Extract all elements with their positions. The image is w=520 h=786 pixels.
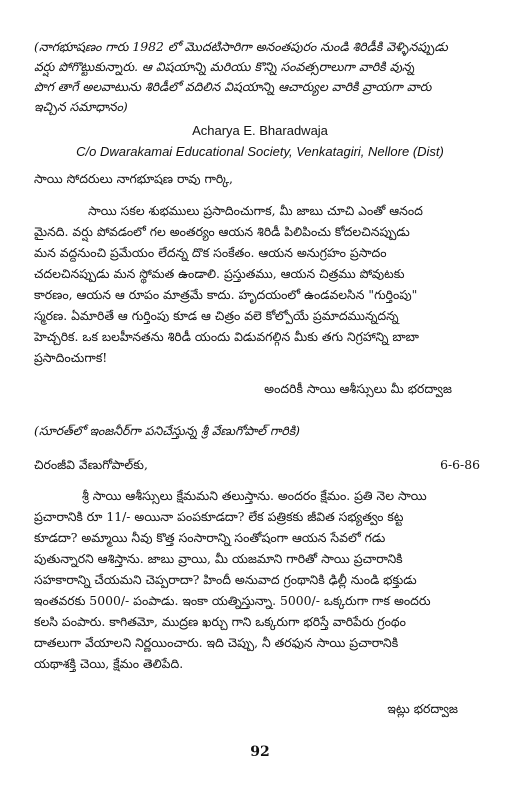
letter2-body-line-9: యథాశక్తి చెయి, క్షేమం తెలిపేది. — [34, 656, 184, 671]
letter2-closing: ఇట్లు భరద్వాజ — [387, 701, 458, 716]
intro-line-2: వర్షు పోగొట్టుకున్నారు. ఆ విషయాన్ని మరియు కొన్ని సంవత్సరాలుగా వారికి వున్న — [34, 59, 415, 74]
letter2-body-line-2: ప్రచారానికి రూ 11/- అయినా పంపకూడదా? లేక పత్రికకు జీవిత సభ్యత్వం కట్ట — [34, 509, 404, 524]
letter1-body-line-1: సాయి సకల శుభములు ప్రసాదించుగాక, మీ జాబు చూచి ఎంతో ఆనంద — [88, 203, 423, 218]
intro-line-4: ఇచ్చిన సమాధానం) — [34, 99, 128, 114]
letter1-body-line-4: చదలచినప్పుడు మన స్థోమత ఉండాలి. ప్రస్తుతము, ఆయన చిత్రము పోవుటకు — [34, 266, 405, 281]
letter1-salutation: సాయి సోదరులు నాగభూషణ రావు గార్కి, — [34, 171, 233, 186]
letter1-body-line-2: మైనది. వర్షు పోవడంలో గల అంతర్యం ఆయన శిరిడీ పిలిపించు కోదలచినప్పుడు — [34, 224, 410, 239]
letter1-body-line-5: కారణం, ఆయన ఆ రూపం మాత్రమే కాదు. హృదయంలో ఉండవలసిన "గుర్తింపు" — [34, 287, 418, 302]
author-affiliation: C/o Dwarakamai Educational Society, Venkatagiri, Nellore (Dist) — [76, 144, 444, 159]
letter1-closing: అందరికీ సాయి ఆశీస్సులు మీ భరద్వాజ — [264, 381, 452, 396]
intro-line-1: (నాగభూషణం గారు 1982 లో మొదటిసారిగా అనంతపురం నుండి శిరిడీకి వెళ్ళినప్పుడు — [34, 39, 448, 54]
letter2-salutation: చిరంజీవి వేణుగోపాల్‌కు, — [34, 457, 148, 472]
letter1-body-line-8: ప్రసాదించుగాక! — [34, 350, 108, 365]
letter2-heading: (సూరత్‌లో ఇంజనీర్‌గా పనిచేస్తున్న శ్రీ వేణుగోపాల్ గారికి) — [34, 423, 301, 438]
letter2-body-line-6: ఇంతవరకు 5000/- పంపాడు. ఇంకా యత్నిస్తున్నా. 5000/- ఒక్కరుగా గాక అందరు — [34, 593, 431, 608]
letter2-body-line-7: కలసి పంపారు. కాగితమో, ముద్రణ ఖర్చు గాని ఒక్కరుగా భరిస్తే వారిపేరు గ్రంథం — [34, 614, 406, 629]
letter2-body-line-5: సహకారాన్ని చేయమని చెప్పరాదా? హిందీ అనువాద గ్రంథానికి ఢిల్లీ నుండి భక్తుడు — [34, 572, 417, 587]
letter1-body-line-7: హెచ్చరిక. ఒక బలహీనతను శిరిడీ యందు విడువగల్గిన మీకు తగు నిగ్రహాన్ని బాబా — [34, 329, 419, 344]
letter1-body-line-6: స్మరణ. ఏమారితే ఆ గుర్తింపు కూడ ఆ చిత్రం వలె కోల్పోయే ప్రమాదమున్నదన్న — [34, 308, 399, 323]
letter2-body-line-1: శ్రీ సాయి ఆశీస్సులు క్షేమమని తలుస్తాను. అందరం క్షేమం. ప్రతి నెల సాయి — [82, 488, 427, 503]
letter2-date: 6-6-86 — [440, 457, 480, 472]
letter2-body-line-4: పుతున్నారని ఆశిస్తాను. జాబు వ్రాయి, మీ యజమాని గారితో సాయి ప్రచారానికి — [34, 551, 403, 566]
letter2-body-line-3: కూడదా? అమ్మాయి నీవు కొత్త సంసారాన్ని సంతోషంగా ఆయన సేవలో గడు — [34, 530, 386, 545]
page-number: 92 — [250, 744, 270, 760]
intro-line-3: పొగ తాగే అలవాటును శిరిడీలో వదిలిన విషయాన్ని ఆచార్యుల వారికి వ్రాయగా వారు — [34, 79, 432, 94]
author-name: Acharya E. Bharadwaja — [192, 123, 328, 138]
letter1-body-line-3: మన వద్దనుంచి ప్రమేయం లేదన్న దొక సంకేతం. ఆయన అనుగ్రహం ప్రసాదం — [34, 245, 387, 260]
letter2-body-line-8: దాతలుగా వేయాలని నిర్ణయించారు. ఇది చెప్పు, నీ తరఫున సాయి ప్రచారానికి — [34, 635, 399, 650]
